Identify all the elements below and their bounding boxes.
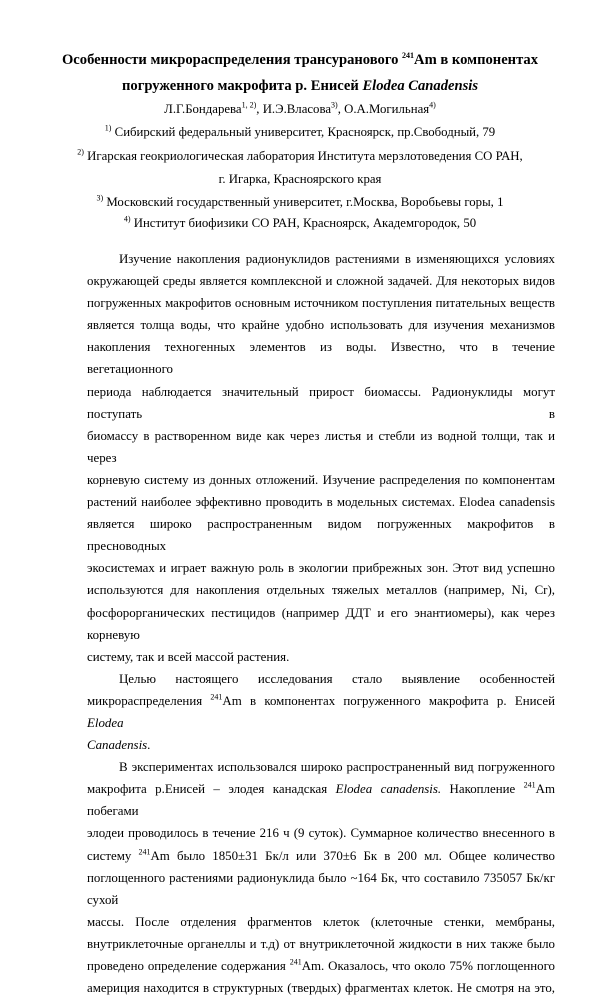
text-run: систему — [87, 848, 139, 863]
title-text: Особенности микрораспределения трансуранового — [61, 52, 403, 68]
affiliation-text: Московский государственный университет, г.Москва, Воробьевы горы, 1 — [103, 195, 504, 209]
body-text — [87, 248, 555, 999]
title-species-name: Elodea Canadensis — [362, 78, 479, 94]
paragraph-line: америция находится в структурных (твердых) фрагментах клеток. Не смотря на это, — [87, 981, 555, 996]
author-affiliation-mark: 3) — [331, 100, 338, 110]
affiliation-2-continued: г. Игарка, Красноярского края — [218, 172, 382, 186]
affiliation-mark: 4) — [123, 214, 131, 224]
paragraph-line — [87, 690, 555, 734]
paper-title-line-2 — [60, 76, 540, 96]
title-text: погруженного макрофита р. Енисей — [121, 78, 363, 94]
title-text: Am в компонентах — [414, 52, 539, 68]
paragraph-line: Изучение накопления радионуклидов растениями в изменяющихся условиях — [119, 252, 555, 266]
author-affiliation-mark: 1, 2) — [241, 100, 257, 110]
text-run: Am было 1850±31 Бк/л или 370±6 Бк в 200 мл. Общее количество — [150, 848, 555, 863]
isotope-superscript: 241 — [523, 780, 536, 790]
paragraph-line: периода наблюдается значительный прирост биомассы. Радионуклиды могут поступать в — [87, 384, 555, 421]
affiliation-2 — [40, 147, 560, 165]
text-run: микрораспределения — [87, 693, 211, 708]
paragraph-1 — [87, 248, 555, 668]
text-run: Am. Оказалось, что около 75% поглощенного — [301, 959, 555, 973]
affiliation-mark: 1) — [104, 123, 112, 133]
paragraph-line: является толща воды, что крайне удобно использовать для изучения механизмов — [87, 318, 555, 333]
species-name: Elodea canadensis. — [335, 782, 442, 797]
text-run: проведено определение содержания — [87, 959, 290, 973]
paragraph-line: окружающей среды является комплексной и сложной задачей. Для некоторых видов — [87, 274, 555, 289]
paragraph-line: В экспериментах использовался широко распространенный вид погруженного — [119, 760, 555, 775]
paragraph-line: систему, так и всей массой растения. — [87, 649, 290, 664]
paragraph-line: элодеи проводилось в течение 216 ч (9 суток). Суммарное количество внесенного в — [87, 826, 555, 841]
text-run: Накопление — [441, 782, 524, 797]
species-name: Canadensis — [87, 738, 148, 753]
paragraph-line — [87, 778, 555, 822]
author-separator: , — [337, 102, 345, 116]
author-name: О.А.Могильная — [344, 102, 430, 116]
isotope-superscript: 241 — [289, 957, 302, 967]
affiliation-4 — [40, 214, 560, 232]
paragraph-line: является широко распространенным видом погруженных макрофитов в пресноводных — [87, 517, 555, 554]
paragraph-line: погруженных макрофитов основным источником поступления питательных веществ — [87, 296, 555, 311]
author-name: И.Э.Власова — [262, 102, 332, 116]
paragraph-line: фосфорорганических пестицидов (например ДДТ и его энантиомеры), как через корневую — [87, 605, 555, 642]
paragraph-line: поглощенного растениями радионуклида было ~164 Бк, что составило 735057 Бк/кг сухой — [87, 870, 555, 907]
paragraph-line: корневую систему из донных отложений. Изучение распределения по компонентам — [87, 472, 555, 487]
author-separator: , — [256, 102, 263, 116]
text-run: макрофита р.Енисей – элодея канадская — [87, 782, 336, 797]
paragraph-line: Целью настоящего исследования стало выявление особенностей — [119, 671, 555, 686]
title-superscript: 241 — [402, 51, 415, 61]
paragraph-line: внутриклеточные органеллы и т.д) от внутриклеточной жидкости в них также было — [87, 936, 555, 951]
affiliation-3 — [40, 193, 560, 211]
paragraph-line: используются для накопления отдельных тяжелых металлов (например, Ni, Cr), — [87, 583, 555, 598]
affiliation-text: Институт биофизики СО РАН, Красноярск, Академгородок, 50 — [130, 216, 477, 230]
paragraph-line — [87, 734, 555, 756]
paragraph-line: биомассу в растворенном виде как через листья и стебли из водной толщи, так и через — [87, 428, 555, 465]
author-list — [40, 100, 560, 118]
text-run: Am в компонентах погруженного макрофита р. Енисей — [222, 693, 555, 708]
isotope-superscript: 241 — [138, 847, 151, 857]
affiliation-text: Сибирский федеральный университет, Красноярск, пр.Свободный, 79 — [111, 125, 496, 139]
author-affiliation-mark: 4) — [429, 100, 436, 110]
paper-title-line-1 — [60, 50, 540, 70]
paragraph-line: растений наиболее эффективно проводить в модельных системах. Elodea canadensis — [87, 495, 555, 510]
isotope-superscript: 241 — [210, 692, 223, 702]
paragraph-line — [87, 955, 555, 977]
paragraph-line: массы. После отделения фрагментов клеток (клеточные стенки, мембраны, — [87, 914, 555, 929]
paragraph-2 — [87, 668, 555, 756]
affiliation-1 — [40, 123, 560, 141]
affiliation-mark: 2) — [77, 147, 84, 157]
species-name: Elodea — [87, 715, 124, 730]
paragraph-line — [87, 845, 555, 867]
paragraph-3 — [87, 756, 555, 999]
affiliation-mark: 3) — [96, 193, 104, 203]
paragraph-line: экосистемах и играет важную роль в экологии прибрежных зон. Этот вид успешно — [87, 561, 555, 576]
paragraph-line: накопления техногенных элементов из воды. Известно, что в течение вегетационного — [87, 340, 555, 377]
text-run: Am побегами — [87, 782, 555, 819]
text-run: . — [147, 738, 151, 753]
affiliation-text: Игарская геокриологическая лаборатория Института мерзлотоведения СО РАН, — [83, 149, 523, 163]
author-name: Л.Г.Бондарева — [164, 102, 242, 116]
